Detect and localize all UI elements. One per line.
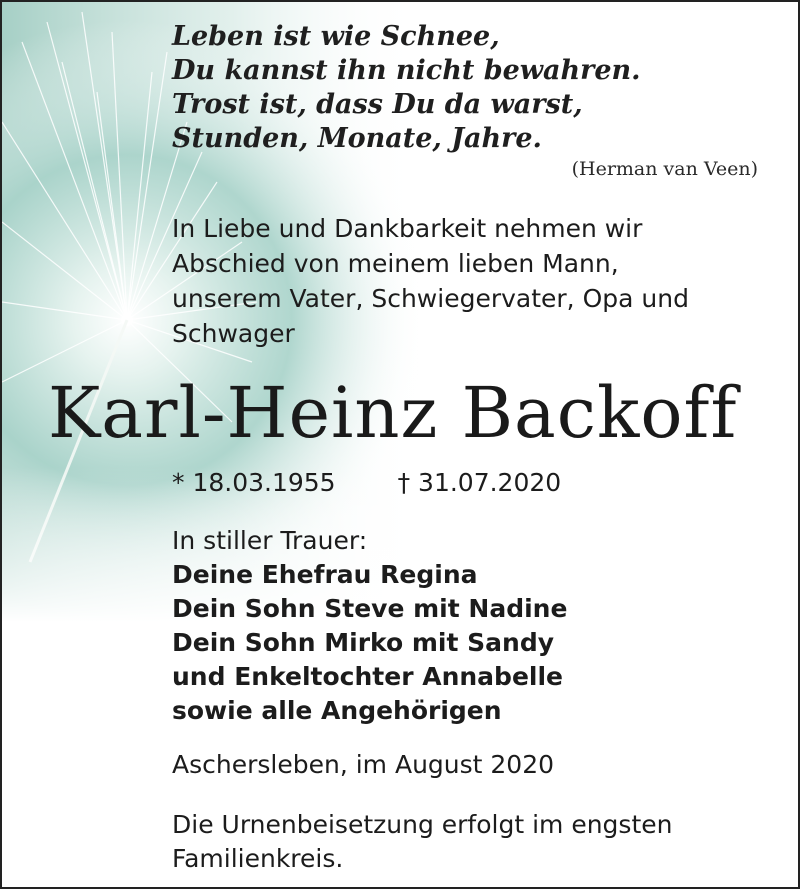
poem-line: Leben ist wie Schnee, <box>172 21 500 52</box>
burial-notice <box>172 808 672 876</box>
mourner-name: Dein Sohn Steve mit Nadine <box>172 594 568 623</box>
intro-line: Abschied von meinem lieben Mann, <box>172 249 619 278</box>
poem-line: Trost ist, dass Du da warst, <box>172 89 583 120</box>
poem-line: Du kannst ihn nicht bewahren. <box>172 55 641 86</box>
burial-line: Die Urnenbeisetzung erfolgt im engsten <box>172 810 673 839</box>
mourners-list <box>172 558 567 728</box>
mourner-name: Dein Sohn Mirko mit Sandy <box>172 628 555 657</box>
poem <box>172 20 641 156</box>
burial-line: Familienkreis. <box>172 844 344 873</box>
poem-line: Stunden, Monate, Jahre. <box>172 123 542 154</box>
poem-author: (Herman van Veen) <box>571 158 758 180</box>
place-date: Aschersleben, im August 2020 <box>172 750 555 779</box>
mourner-name: sowie alle Angehörigen <box>172 696 502 725</box>
life-dates <box>172 466 561 500</box>
mourner-name: und Enkeltochter Annabelle <box>172 662 563 691</box>
intro-line: unserem Vater, Schwiegervater, Opa und <box>172 284 689 313</box>
mourners-section <box>172 524 567 728</box>
intro-line: Schwager <box>172 319 295 348</box>
mourners-heading: In stiller Trauer: <box>172 526 368 555</box>
deceased-name: Karl-Heinz Backoff <box>48 372 738 454</box>
mourner-name: Deine Ehefrau Regina <box>172 560 478 589</box>
intro-text <box>172 211 689 351</box>
birth-date: * 18.03.1955 <box>172 468 336 497</box>
death-date: † 31.07.2020 <box>397 468 562 497</box>
intro-line: In Liebe und Dankbarkeit nehmen wir <box>172 214 643 243</box>
